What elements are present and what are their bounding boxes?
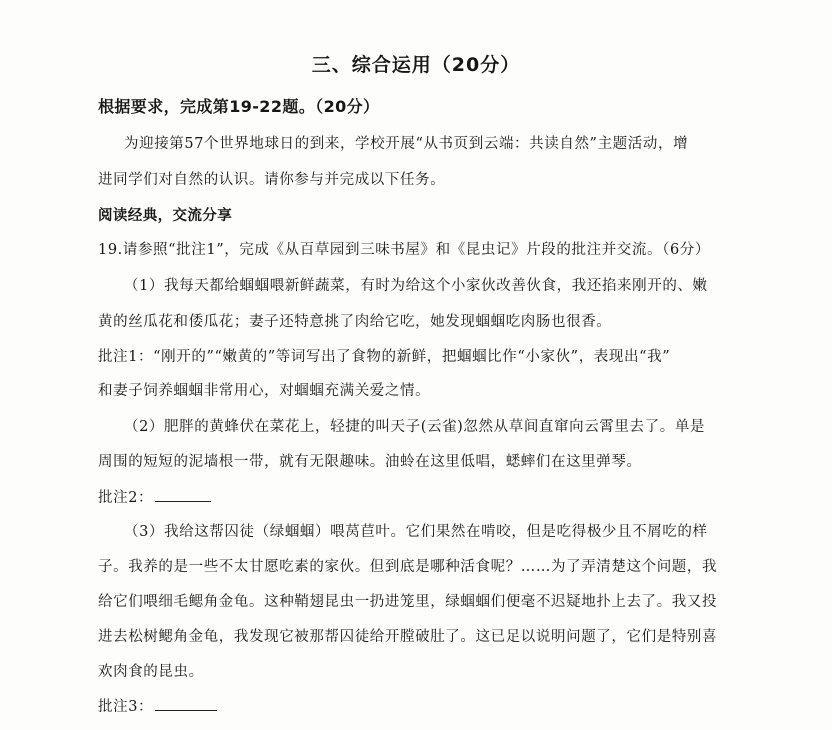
passage-3-line-4: 进去松树鳃角金龟，我发现它被那帮囚徒给开膛破肚了。这已足以说明问题了，它们是特别喜: [98, 629, 718, 645]
passage-1-line-2: 黄的丝瓜花和倭瓜花；妻子还特意挑了肉给它吃，她发现蝈蝈吃肉肠也很香。: [98, 314, 612, 330]
passage-3-line-3: 给它们喂细毛鳃角金龟。这种鞘翅昆虫一扔进笼里，绿蝈蝈们便毫不迟疑地扑上去了。我又投: [98, 594, 718, 610]
passage-3-line-5: 欢肉食的昆虫。: [98, 664, 204, 680]
annotation-3-label: 批注3：: [98, 699, 154, 715]
annotation-2-label: 批注2：: [98, 490, 154, 506]
passage-3-line-1: （3）我给这帮囚徒（绿蝈蝈）喂莴苣叶。它们果然在啃咬，但是吃得极少且不屑吃的样: [124, 524, 708, 540]
passage-3-line-2: 子。我养的是一些不太甘愿吃素的家伙。但到底是哪种活食呢？……为了弄清楚这个问题，我: [98, 559, 718, 575]
annotation-3-answer-blank[interactable]: [155, 696, 217, 711]
annotation-2-answer-blank[interactable]: [155, 487, 211, 502]
passage-1-line-1: （1）我每天都给蝈蝈喂新鲜蔬菜，有时为给这个小家伙改善伙食，我还掐来刚开的、嫩: [124, 278, 708, 294]
intro-line-1: 为迎接第57个世界地球日的到来，学校开展“从书页到云端：共读自然”主题活动，增: [124, 136, 689, 152]
intro-line-2: 进同学们对自然的认识。请你参与并完成以下任务。: [98, 172, 446, 188]
annotation-3: [98, 696, 217, 717]
annotation-1-line-1: 批注1：“刚开的”“嫩黄的”等词写出了食物的新鲜，把蝈蝈比作“小家伙”，表现出“我”: [98, 349, 671, 365]
annotation-2: [98, 487, 211, 508]
requirement-line: 根据要求，完成第19-22题。（20分）: [98, 97, 380, 116]
passage-2-line-2: 周围的短短的泥墙根一带，就有无限趣味。油蛉在这里低唱，蟋蟀们在这里弹琴。: [98, 454, 642, 470]
passage-2-line-1: （2）肥胖的黄蜂伏在菜花上，轻捷的叫天子(云雀)忽然从草间直窜向云霄里去了。单是: [124, 419, 706, 435]
section-title: 三、综合运用（20分）: [311, 54, 521, 76]
annotation-1-line-2: 和妻子饲养蝈蝈非常用心，对蝈蝈充满关爱之情。: [98, 383, 431, 399]
question-19: 19.请参照“批注1”，完成《从百草园到三味书屋》和《昆虫记》片段的批注并交流。（6分）: [98, 242, 710, 258]
section-heading: 阅读经典，交流分享: [98, 208, 233, 224]
